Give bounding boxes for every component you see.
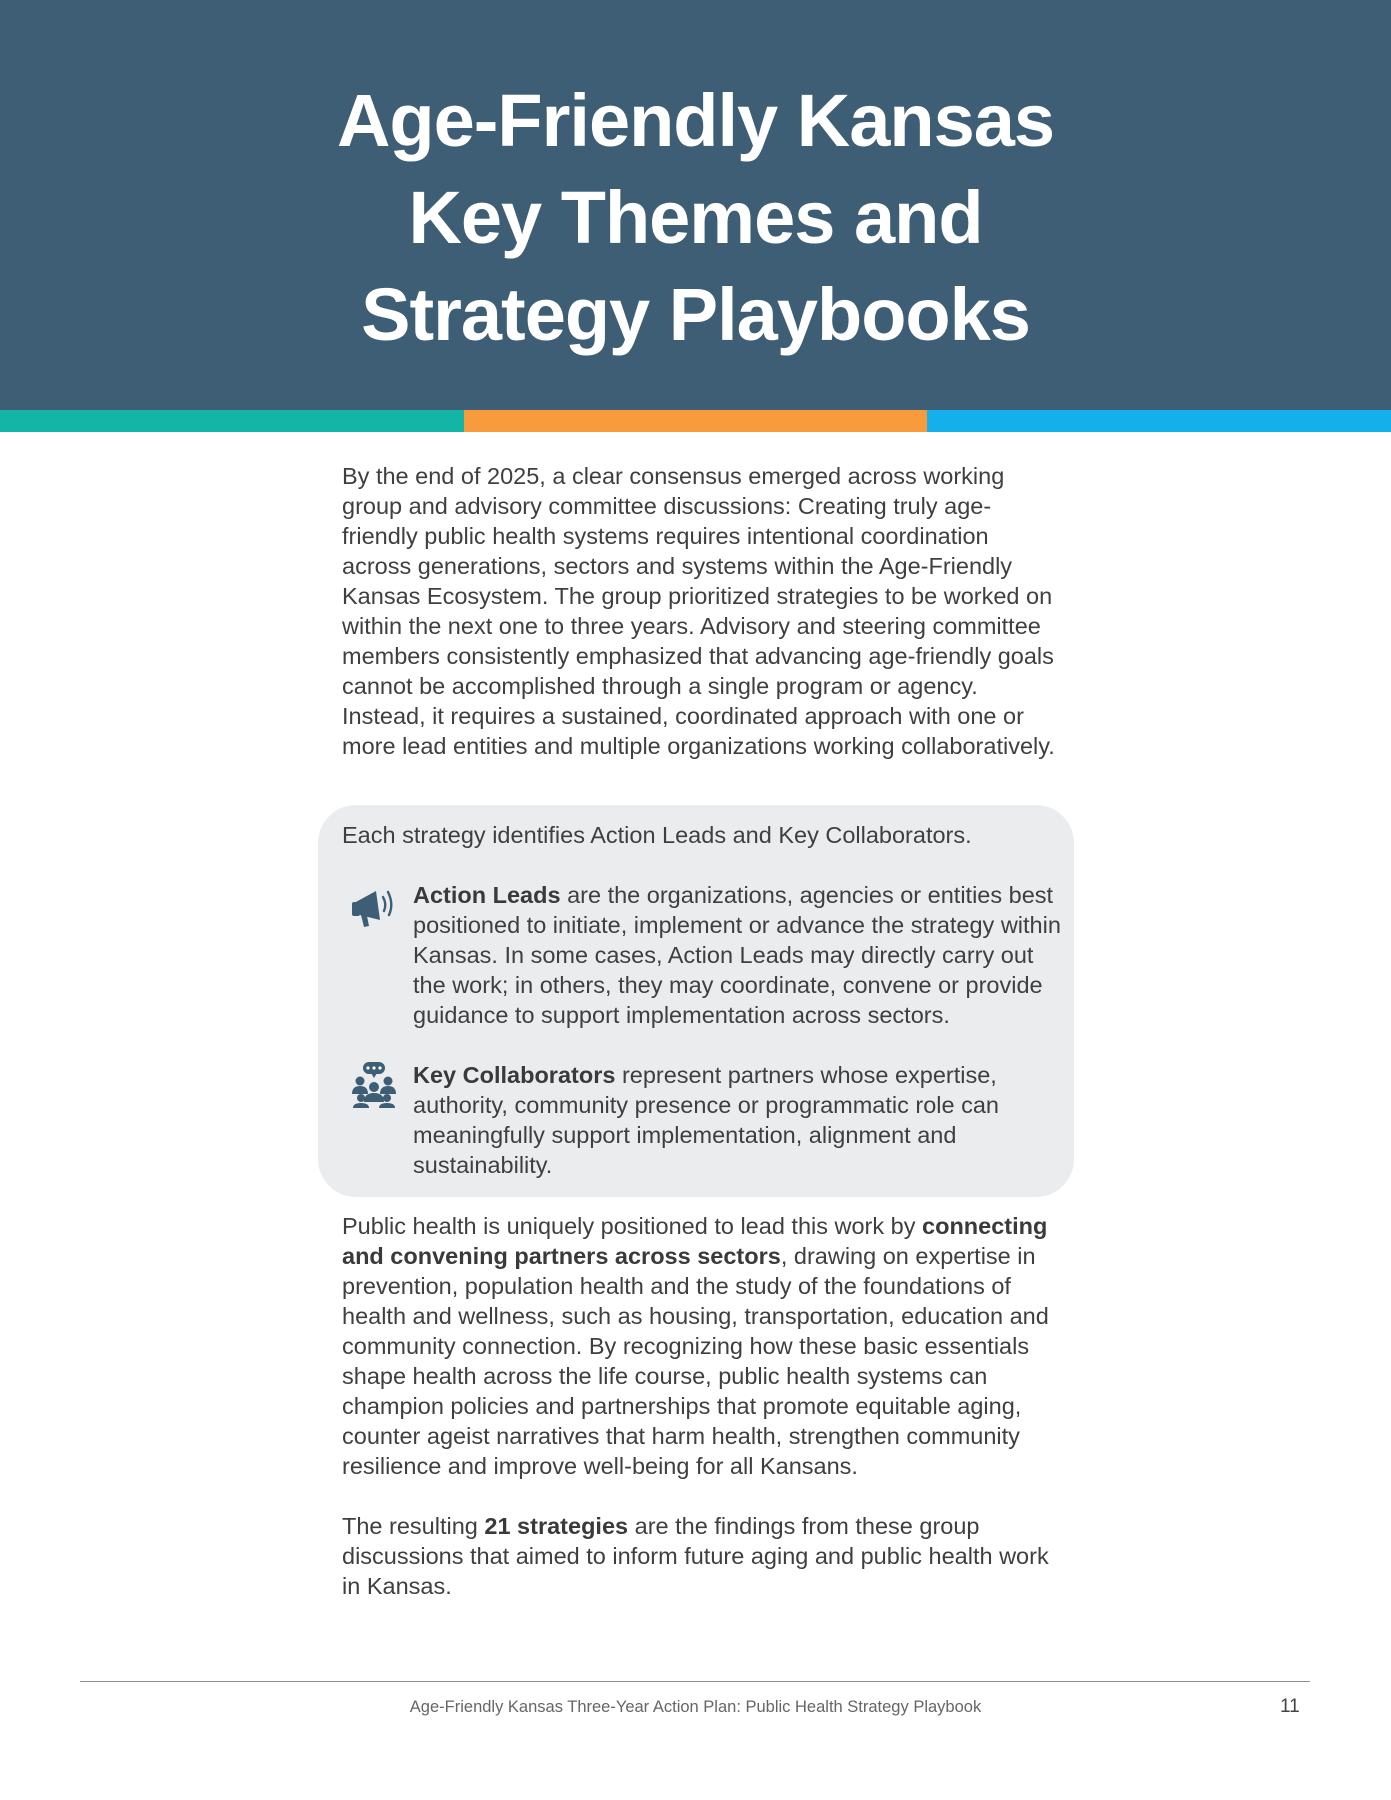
para3-rest: are the findings from these group discussions that aimed to inform future aging and public health work in Kansas. — [342, 1513, 1049, 1599]
roles-callout — [318, 805, 1074, 1197]
key-collaborators-description: represent partners whose expertise, authority, community presence or programmatic role can meaningfully support implementation, alignment and sustainability. — [413, 1062, 999, 1178]
action-leads-description: are the organizations, agencies or entities best positioned to initiate, implement or advance the strategy within Kansas. In some cases, Action Leads may directly carry out the work; in others, they may coordinate, convene or provide guidance to support implementation across sectors. — [413, 882, 1061, 1028]
page-number: 11 — [1280, 1696, 1300, 1717]
color-bar-teal — [0, 410, 464, 432]
header-band — [0, 0, 1391, 410]
color-bar — [0, 410, 1391, 432]
key-collaborators-text — [413, 1060, 1063, 1180]
footer-text: Age-Friendly Kansas Three-Year Action Plan: Public Health Strategy Playbook — [409, 1698, 982, 1716]
para3-bold: 21 strategies — [484, 1513, 629, 1539]
para2-bold: connecting and convening partners across sectors — [342, 1213, 1048, 1269]
title-line-1: Age-Friendly Kansas — [336, 79, 1055, 162]
action-leads-text — [413, 880, 1063, 1030]
megaphone-icon — [350, 882, 400, 932]
group-chat-icon — [350, 1062, 400, 1112]
action-leads-term: Action Leads — [413, 882, 561, 908]
color-bar-blue — [927, 410, 1391, 432]
footer-divider — [80, 1681, 1310, 1682]
para2-rest: , drawing on expertise in prevention, population health and the study of the foundations of health and wellness, such as housing, transportation, education and community connection. By recognizing how these basic essentials shape health across the life course, public health systems can champion policies and partnerships that promote equitable aging, counter ageist narratives that harm health, strengthen community resilience and improve well-being for all Kansans. — [342, 1243, 1049, 1479]
color-bar-orange — [464, 410, 928, 432]
strategies-paragraph — [342, 1511, 1062, 1601]
para2-lead: Public health is uniquely positioned to lead this work by — [342, 1213, 923, 1239]
page-title — [0, 72, 1391, 363]
key-collaborators-term: Key Collaborators — [413, 1062, 616, 1088]
callout-intro: Each strategy identifies Action Leads and Key Collaborators. — [342, 822, 972, 848]
public-health-paragraph — [342, 1211, 1062, 1481]
title-line-2: Key Themes and — [408, 176, 983, 259]
para3-lead: The resulting — [342, 1513, 485, 1539]
title-line-3: Strategy Playbooks — [361, 273, 1030, 356]
intro-paragraph: By the end of 2025, a clear consensus emerged across working group and advisory committee discussions: Creating truly age-friendly public health systems requires intentional coordination across generations, sectors and systems within the Age-Friendly Kansas Ecosystem. The group prioritized strategies to be worked on within the next one to three years. Advisory and steering committee members consistently emphasized that advancing age-friendly goals cannot be accomplished through a single program or agency. Instead, it requires a sustained, coordinated approach with one or more lead entities and multiple organizations working collaboratively. — [342, 463, 1055, 759]
